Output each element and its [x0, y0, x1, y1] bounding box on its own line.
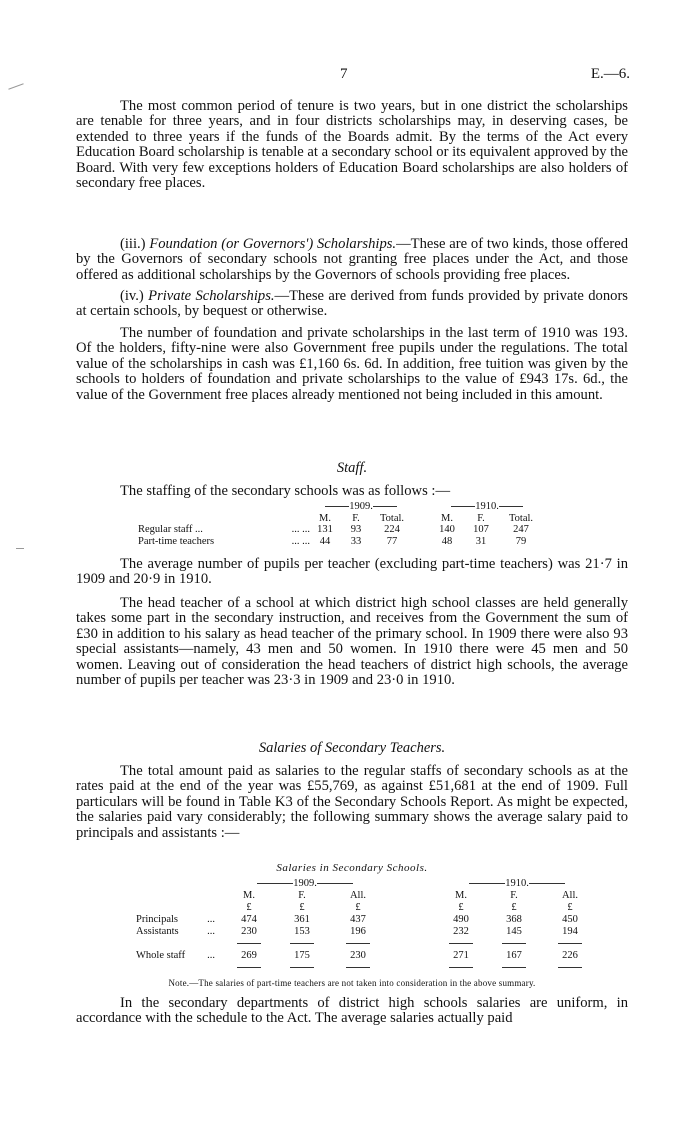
table-cell: 269 [241, 950, 257, 961]
table-cell: 450 [562, 914, 578, 925]
col-header: F. [510, 890, 518, 901]
table-cell: 175 [294, 950, 310, 961]
table-cell: 31 [475, 535, 487, 547]
rule [325, 506, 349, 507]
table-cell: 194 [562, 926, 578, 937]
rule [257, 883, 293, 884]
head-teacher-paragraph-block [76, 596, 628, 688]
col-header: F. [298, 890, 306, 901]
private-number: (iv.) [120, 288, 144, 304]
table-cell: 230 [350, 950, 366, 961]
staff-table-header [138, 513, 542, 525]
rule [290, 967, 314, 968]
row-leader: ... ... [291, 535, 310, 547]
unit-label: £ [246, 902, 252, 913]
salaries-table-years [136, 878, 598, 890]
table-cell: 145 [506, 926, 522, 937]
table-cell: 230 [241, 926, 257, 937]
row-label: Assistants [136, 926, 179, 937]
page-number: 7 [340, 66, 348, 82]
foundation-title: Foundation (or Governors') Scholarships. [149, 236, 397, 252]
table-cell: 167 [506, 950, 522, 961]
rule [290, 943, 314, 944]
private-paragraph-block [76, 289, 628, 320]
final-paragraph: In the secondary departments of district high schools salaries are uniform, in accordance with the schedule to the Act. The average salaries actually paid [76, 995, 628, 1027]
col-header: All. [349, 890, 367, 901]
table-cell: 131 [317, 524, 333, 535]
col-header: F. [352, 512, 360, 524]
table-cell: 361 [294, 914, 310, 925]
private-title: Private Scholarships. [148, 288, 275, 304]
unit-label: £ [458, 902, 464, 913]
table-cell: 153 [294, 926, 310, 937]
scan-mark [16, 548, 24, 549]
col-header: Total. [508, 512, 534, 524]
unit-label: £ [299, 902, 305, 913]
row-leader: ... [207, 926, 215, 937]
table-cell: 107 [473, 524, 489, 535]
rule [449, 967, 473, 968]
rule [502, 967, 526, 968]
salaries-units-row [136, 902, 598, 914]
col-header: M. [455, 890, 467, 901]
rule [346, 967, 370, 968]
staff-intro: The staffing of the secondary schools was as follows :— [120, 483, 451, 499]
row-label: Part-time teachers [138, 535, 215, 547]
year-1910: 1910. [475, 501, 499, 512]
col-header: M. [243, 890, 255, 901]
table-cell: 368 [506, 914, 522, 925]
tenure-paragraph-block [76, 99, 628, 191]
rule [317, 883, 353, 884]
rule [346, 943, 370, 944]
table-cell: 33 [350, 535, 362, 547]
rule [469, 883, 505, 884]
unit-label: £ [511, 902, 517, 913]
salaries-note: Note.—The salaries of part-time teachers are not taken into consideration in the above summary. [168, 978, 536, 988]
table-cell: 77 [386, 535, 398, 547]
table-row [138, 536, 542, 548]
rule [558, 967, 582, 968]
average-paragraph: The average number of pupils per teacher (excluding part-time teachers) was 21·7 in 1909 and 20·9 in 1910. [76, 556, 628, 588]
table-cell: 232 [453, 926, 469, 937]
table-cell: 79 [515, 535, 527, 547]
row-label: Whole staff [136, 950, 186, 961]
row-leader: ... [207, 914, 215, 925]
salaries-table [136, 878, 598, 974]
table-cell: 226 [562, 950, 578, 961]
year-1910: 1910. [505, 878, 529, 889]
document-reference: E.—6. [590, 66, 630, 82]
salaries-paragraph: The total amount paid as salaries to the regular staffs of secondary schools as at the rates paid at the end of the year was £55,769, as against £51,681 at the end of 1909. Full particulars will be found in Table K3 of the Secondary Schools Report. As might be expected, the salaries paid vary considerably; the following summary shows the average salary paid to principals and assistants :— [76, 763, 628, 841]
col-header: Total. [379, 512, 405, 524]
row-leader: ... ... [291, 524, 310, 535]
col-header: M. [441, 512, 453, 524]
row-label: Principals [136, 914, 178, 925]
rule-row [136, 962, 598, 974]
rule [499, 506, 523, 507]
year-1909: 1909. [293, 878, 317, 889]
foundation-count-paragraph: The number of foundation and private scholarships in the last term of 1910 was 193. Of the holders, fifty-nine were also Government free pupils under the regulations. The total value of the scholarships in cash was £1,160 6s. 6d. In addition, free tuition was given by the schools to holders of foundation and private scholarships to the value of £943 17s. 6d., the value of the Government free places already mentioned not being included in this amount. [76, 325, 628, 403]
staff-heading: Staff. [336, 460, 368, 476]
table-cell: 437 [350, 914, 366, 925]
rule [529, 883, 565, 884]
rule [558, 943, 582, 944]
salaries-paragraph-block [76, 764, 628, 841]
table-row [136, 926, 598, 938]
unit-label: £ [355, 902, 361, 913]
foundation-count-block [76, 326, 628, 403]
table-cell: 474 [241, 914, 257, 925]
rule [237, 943, 261, 944]
rule [373, 506, 397, 507]
rule [451, 506, 475, 507]
table-cell: 271 [453, 950, 469, 961]
table-cell: 247 [513, 524, 529, 535]
table-row [138, 524, 542, 536]
staff-table-years [138, 501, 542, 513]
table-cell: 93 [350, 524, 362, 535]
table-cell: 140 [439, 524, 455, 535]
foundation-paragraph-block [76, 237, 628, 283]
foundation-paragraph [76, 237, 628, 283]
page-header [0, 66, 700, 86]
table-cell: 224 [384, 524, 400, 535]
salaries-table-header [136, 890, 598, 902]
rule [449, 943, 473, 944]
salaries-heading: Salaries of Secondary Teachers. [258, 740, 446, 756]
row-leader: ... [207, 950, 215, 961]
private-text: —These are derived from funds provided by private donors at certain schools, by bequest or otherwise. [76, 288, 628, 320]
unit-label: £ [567, 902, 573, 913]
table-row [136, 914, 598, 926]
rule [502, 943, 526, 944]
col-header: All. [561, 890, 579, 901]
rule-row [136, 938, 598, 950]
average-paragraph-block [76, 557, 628, 588]
table-row-total [136, 950, 598, 962]
staff-intro-block [76, 484, 628, 499]
row-label: Regular staff ... [138, 524, 203, 535]
salaries-table-caption: Salaries in Secondary Schools. [276, 862, 428, 874]
table-cell: 490 [453, 914, 469, 925]
table-cell: 48 [441, 535, 453, 547]
rule [237, 967, 261, 968]
foundation-number: (iii.) [120, 236, 146, 252]
table-cell: 196 [350, 926, 366, 937]
final-paragraph-block [76, 996, 628, 1027]
tenure-paragraph: The most common period of tenure is two years, but in one district the scholarships are tenable for three years, and in four districts scholarships may, in deserving cases, be extended to three years if the funds of the Boards admit. By the terms of the Act every Education Board scholarship is tenable at a secondary school or its equivalent approved by the Board. With very few exceptions holders of Education Board scholarships are also holders of secondary free places. [76, 98, 628, 192]
table-cell: 44 [319, 535, 331, 547]
col-header: M. [319, 512, 331, 524]
staff-table [138, 501, 542, 547]
foundation-text: —These are of two kinds, those offered by the Governors of secondary schools not granting free places under the Act, and those offered as additional scholarships by the Governors of schools providing free places. [76, 236, 628, 283]
col-header: F. [477, 512, 485, 524]
head-teacher-paragraph: The head teacher of a school at which district high school classes are held generally takes some part in the secondary instruction, and receives from the Government the sum of £30 in addition to his salary as head teacher of the primary school. In 1909 there were also 93 special assistants—namely, 43 men and 50 women. In 1910 there were 45 men and 50 women. Leaving out of consideration the head teachers of district high schools, the average number of pupils per teacher was 23·3 in 1909 and 23·0 in 1910. [76, 595, 628, 689]
private-paragraph [76, 289, 628, 320]
year-1909: 1909. [349, 501, 373, 512]
